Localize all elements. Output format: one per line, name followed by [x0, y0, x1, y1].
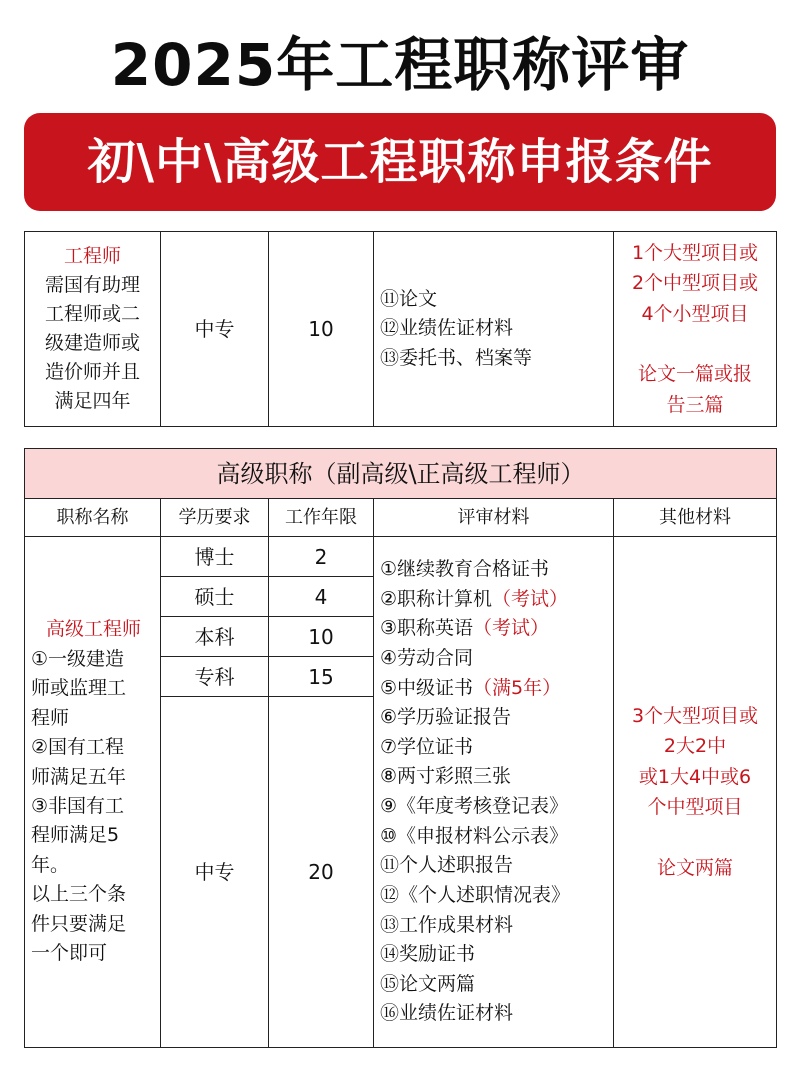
other-line: 或1大4中或6: [638, 765, 752, 788]
requirement-line: 年。: [31, 853, 70, 876]
senior-requirements-cell: [25, 537, 161, 1048]
material-item: ⑪个人述职报告: [380, 854, 514, 877]
other-line: [614, 822, 776, 852]
material-item: ⑬委托书、档案等: [380, 346, 533, 369]
requirement-line: 师或监理工: [31, 677, 127, 700]
requirement-line: 造价师并且: [44, 360, 140, 383]
mid-years-cell: 10: [269, 232, 374, 427]
other-line: [614, 329, 776, 359]
column-header: 评审材料: [374, 499, 614, 537]
years-cell: 10: [269, 617, 374, 657]
material-item: ⑩《申报材料公示表》: [380, 824, 569, 847]
mid-title-cell: [25, 232, 161, 427]
requirement-line: 一个即可: [31, 942, 108, 965]
requirement-line: 件只要满足: [31, 912, 127, 935]
education-cell: 专科: [161, 657, 269, 697]
requirement-line: ③非国有工: [31, 795, 125, 817]
requirement-line: 工程师或二: [44, 303, 140, 326]
column-header: 其他材料: [614, 499, 777, 537]
section-title: 高级职称（副高级\正高级工程师）: [25, 449, 777, 499]
senior-other-cell: [614, 537, 777, 1048]
years-cell: 20: [269, 697, 374, 1048]
other-line: 论文两篇: [657, 856, 734, 879]
material-item: ⑨《年度考核登记表》: [380, 795, 569, 817]
material-item: ⑮论文两篇: [380, 972, 476, 995]
requirement-line: ①一级建造: [31, 647, 125, 670]
education-cell: 中专: [161, 697, 269, 1048]
material-item: ⑦学位证书: [380, 735, 474, 758]
requirement-line: ②国有工程: [31, 736, 125, 759]
years-cell: 4: [269, 577, 374, 617]
material-item: ⑪论文: [380, 287, 438, 310]
years-cell: 15: [269, 657, 374, 697]
mid-education-cell: 中专: [161, 232, 269, 427]
other-line: 个中型项目: [647, 796, 743, 818]
material-item: ②职称计算机（考试）: [380, 587, 569, 610]
senior-title-name: 高级工程师: [45, 618, 141, 641]
other-line: 2个中型项目或: [631, 272, 759, 295]
material-item: ③职称英语（考试）: [380, 617, 550, 640]
material-item: ⑧两寸彩照三张: [380, 765, 512, 788]
requirement-line: 程师: [31, 706, 70, 729]
material-item: ⑯业绩佐证材料: [380, 1002, 514, 1025]
requirement-line: 满足四年: [54, 389, 131, 412]
education-cell: 博士: [161, 537, 269, 577]
material-item: ④劳动合同: [380, 646, 474, 669]
senior-materials-cell: [374, 537, 614, 1048]
mid-title-name: 工程师: [63, 245, 121, 268]
requirement-line: 以上三个条: [31, 883, 127, 906]
column-header-row: [25, 499, 777, 537]
table-row: [25, 537, 777, 577]
mid-materials-cell: [374, 232, 614, 427]
requirement-line: 级建造师或: [44, 332, 140, 354]
requirement-line: 师满足五年: [31, 765, 127, 788]
other-line: 3个大型项目或: [631, 704, 759, 727]
material-item: ①继续教育合格证书: [380, 558, 550, 580]
mid-other-cell: [614, 232, 777, 427]
requirement-line: 需国有助理: [44, 274, 140, 297]
material-item: ⑫《个人述职情况表》: [380, 883, 571, 906]
material-item: ⑥学历验证报告: [380, 706, 512, 729]
column-header: 职称名称: [25, 499, 161, 537]
banner-heading: 初\中\高级工程职称申报条件: [24, 113, 776, 211]
other-line: 2大2中: [663, 735, 727, 758]
other-line: 1个大型项目或: [631, 241, 759, 264]
senior-level-table: [24, 448, 777, 1048]
material-item: ⑫业绩佐证材料: [380, 317, 514, 340]
years-cell: 2: [269, 537, 374, 577]
material-item: ⑤中级证书（满5年）: [380, 676, 562, 699]
section-header-row: [25, 449, 777, 499]
table-row: [25, 232, 777, 427]
column-header: 工作年限: [269, 499, 374, 537]
requirement-line: 程师满足5: [31, 824, 120, 847]
page-title: 2025年工程职称评审: [110, 31, 690, 99]
material-item: ⑬工作成果材料: [380, 913, 514, 936]
education-cell: 本科: [161, 617, 269, 657]
other-line: 告三篇: [666, 393, 724, 416]
mid-level-table: [24, 231, 777, 427]
other-line: 论文一篇或报: [637, 363, 752, 386]
education-cell: 硕士: [161, 577, 269, 617]
other-line: 4个小型项目: [641, 302, 749, 325]
column-header: 学历要求: [161, 499, 269, 537]
material-item: ⑭奖励证书: [380, 943, 476, 966]
